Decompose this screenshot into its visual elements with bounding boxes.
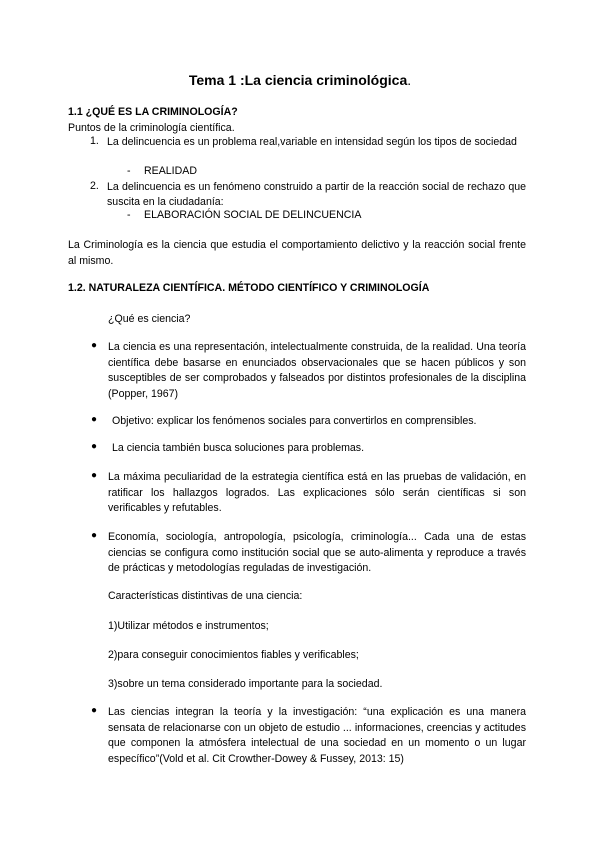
title-period: . <box>407 72 412 88</box>
bullet-icon: ● <box>91 414 98 425</box>
bullet-text: Las ciencias integran la teoría y la investigación: “una explicación es una manera sensata de relacionarse con un objeto de estudio ... informaciones, creencias y actitudes que componen la atmósfera intelectual de una sociedad en un momento o un lugar específico”(Vold et al. Cit Crowther-Dowey & Fussey, 2013: 15) <box>108 706 526 765</box>
section-heading-2: 1.2. NATURALEZA CIENTÍFICA. MÉTODO CIENTÍFICO Y CRIMINOLOGÍA <box>68 282 430 294</box>
bullet-icon: ● <box>91 441 98 452</box>
bullet-text: La ciencia también busca soluciones para problemas. <box>112 442 365 454</box>
sub-item-text: ELABORACIÓN SOCIAL DE DELINCUENCIA <box>144 209 362 221</box>
bullet-text: La ciencia es una representación, intelectualmente construida, de la realidad. Una teoría científica debe basarse en enunciados observacionales que se hacen públicos y son susceptibles de ser comprobados y falseados por distintos profesionales de la disciplina (Popper, 1967) <box>108 341 526 400</box>
bullet-icon: ● <box>91 340 98 351</box>
sub-item <box>127 165 197 177</box>
list-number: 1. <box>90 135 99 147</box>
definition-paragraph: La Criminología es la ciencia que estudia el comportamiento delictivo y la reacción social frente al mismo. <box>68 239 526 267</box>
bullet-icon: ● <box>91 470 98 481</box>
bullet-icon: ● <box>91 530 98 541</box>
sub-item <box>127 209 361 221</box>
characteristic-item: 1)Utilizar métodos e instrumentos; <box>108 620 269 632</box>
page-title <box>0 72 600 88</box>
characteristic-item: 3)sobre un tema considerado importante para la sociedad. <box>108 678 383 690</box>
dash-marker: - <box>127 165 131 177</box>
bullet-icon: ● <box>91 705 98 716</box>
bullet-text: Economía, sociología, antropología, psicología, criminología... Cada una de estas ciencias se configura como institución social que se auto-alimenta y reproduce a través de prácticas y metodologías reguladas de investigación. <box>108 531 526 574</box>
list-number: 2. <box>90 180 99 192</box>
bullet-text: La máxima peculiaridad de la estrategia científica está en las pruebas de validación, en ratificar los hallazgos logrados. Las explicaciones sólo serán científicas si son verificables y refutables. <box>108 471 526 514</box>
characteristic-item: 2)para conseguir conocimientos fiables y verificables; <box>108 649 359 661</box>
question-text: ¿Qué es ciencia? <box>108 313 191 325</box>
bullet-text: Objetivo: explicar los fenómenos sociales para convertirlos en comprensibles. <box>112 415 477 427</box>
list-item-text: La delincuencia es un problema real,variable en intensidad según los tipos de sociedad <box>107 136 517 148</box>
sub-item-text: REALIDAD <box>144 165 197 177</box>
characteristics-intro: Características distintivas de una ciencia: <box>108 590 303 602</box>
title-main: Tema 1 :La ciencia criminológica <box>188 72 408 88</box>
section-heading-1: 1.1 ¿QUÉ ES LA CRIMINOLOGÍA? <box>68 106 238 118</box>
dash-marker: - <box>127 209 131 221</box>
list-item-text: La delincuencia es un fenómeno construido a partir de la reacción social de rechazo que suscita en la ciudadanía: <box>107 181 526 208</box>
section-intro: Puntos de la criminología científica. <box>68 122 235 134</box>
